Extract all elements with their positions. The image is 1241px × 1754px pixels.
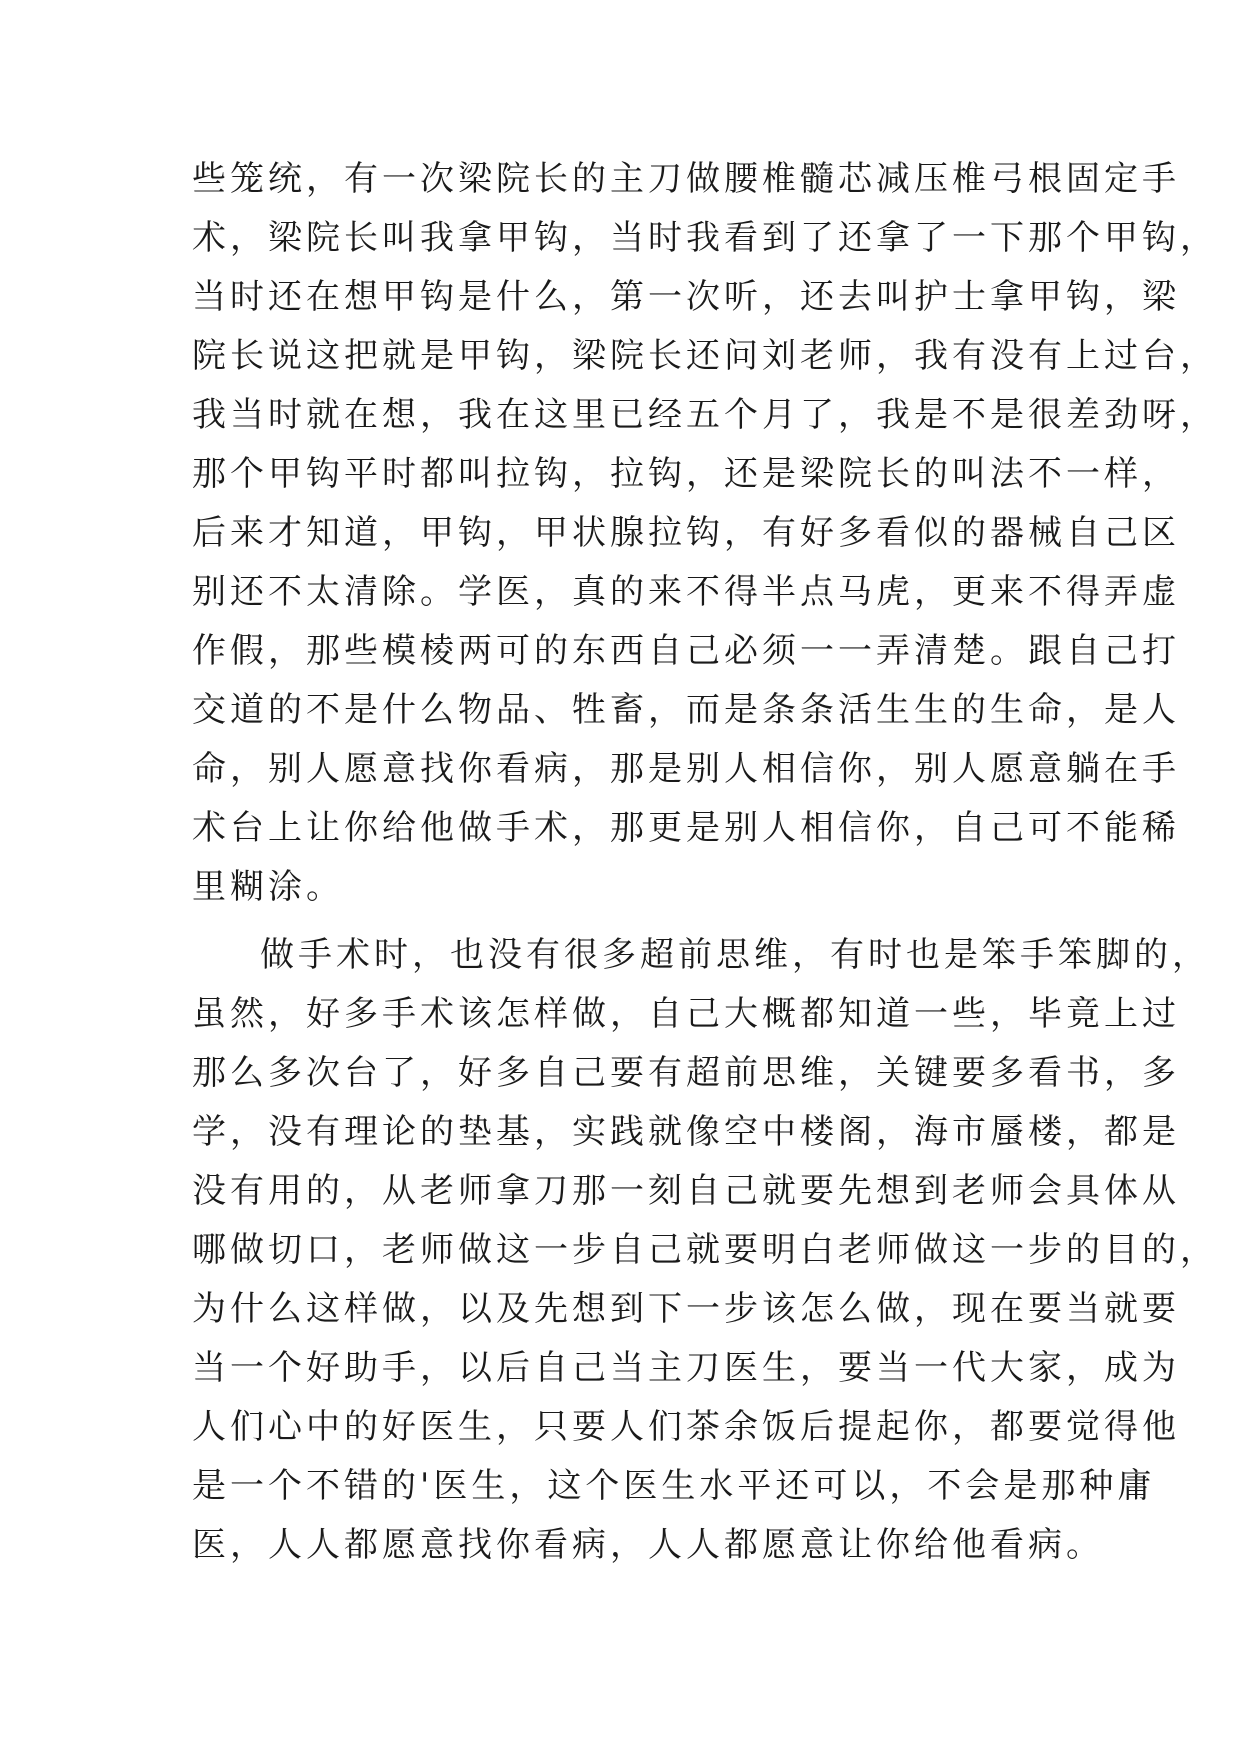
text-line: 院长说这把就是甲钩，梁院长还问刘老师，我有没有上过台， xyxy=(192,336,1218,376)
text-line: 当时还在想甲钩是什么，第一次听，还去叫护士拿甲钩，梁 xyxy=(192,277,1180,317)
text-line: 做手术时，也没有很多超前思维，有时也是笨手笨脚的， xyxy=(260,935,1210,975)
text-line: 当一个好助手，以后自己当主刀医生，要当一代大家，成为 xyxy=(192,1348,1180,1388)
text-line: 术台上让你给他做手术，那更是别人相信你，自己可不能稀 xyxy=(192,808,1180,848)
text-line: 别还不太清除。学医，真的来不得半点马虎，更来不得弄虚 xyxy=(192,572,1180,612)
text-line: 没有用的，从老师拿刀那一刻自己就要先想到老师会具体从 xyxy=(192,1171,1180,1211)
text-line: 虽然，好多手术该怎样做，自己大概都知道一些，毕竟上过 xyxy=(192,994,1180,1034)
paragraph-1 xyxy=(192,150,1218,917)
paragraph-spacer xyxy=(192,917,1072,926)
text-line: 医，人人都愿意找你看病，人人都愿意让你给他看病。 xyxy=(192,1525,1104,1565)
text-line: 交道的不是什么物品、牲畜，而是条条活生生的生命，是人 xyxy=(192,690,1180,730)
text-line: 为什么这样做，以及先想到下一步该怎么做，现在要当就要 xyxy=(192,1289,1180,1329)
text-line: 后来才知道，甲钩，甲状腺拉钩，有好多看似的器械自己区 xyxy=(192,513,1180,553)
text-line: 人们心中的好医生，只要人们茶余饭后提起你，都要觉得他 xyxy=(192,1407,1180,1447)
text-line: 我当时就在想，我在这里已经五个月了，我是不是很差劲呀， xyxy=(192,395,1218,435)
text-line: 命，别人愿意找你看病，那是别人相信你，别人愿意躺在手 xyxy=(192,749,1180,789)
text-line: 术，梁院长叫我拿甲钩，当时我看到了还拿了一下那个甲钩， xyxy=(192,218,1218,258)
text-line: 哪做切口，老师做这一步自己就要明白老师做这一步的目的， xyxy=(192,1230,1218,1270)
text-line: 是一个不错的'医生，这个医生水平还可以，不会是那种庸 xyxy=(192,1466,1156,1506)
body-text xyxy=(192,150,1218,1575)
text-line: 那个甲钩平时都叫拉钩，拉钩，还是梁院长的叫法不一样， xyxy=(192,454,1180,494)
text-line: 学，没有理论的垫基，实践就像空中楼阁，海市蜃楼，都是 xyxy=(192,1112,1180,1152)
text-line: 那么多次台了，好多自己要有超前思维，关键要多看书，多 xyxy=(192,1053,1180,1093)
text-line: 些笼统，有一次梁院长的主刀做腰椎髓芯减压椎弓根固定手 xyxy=(192,159,1180,199)
text-line: 作假，那些模棱两可的东西自己必须一一弄清楚。跟自己打 xyxy=(192,631,1180,671)
text-line: 里糊涂。 xyxy=(192,867,344,907)
paragraph-2 xyxy=(192,926,1218,1575)
